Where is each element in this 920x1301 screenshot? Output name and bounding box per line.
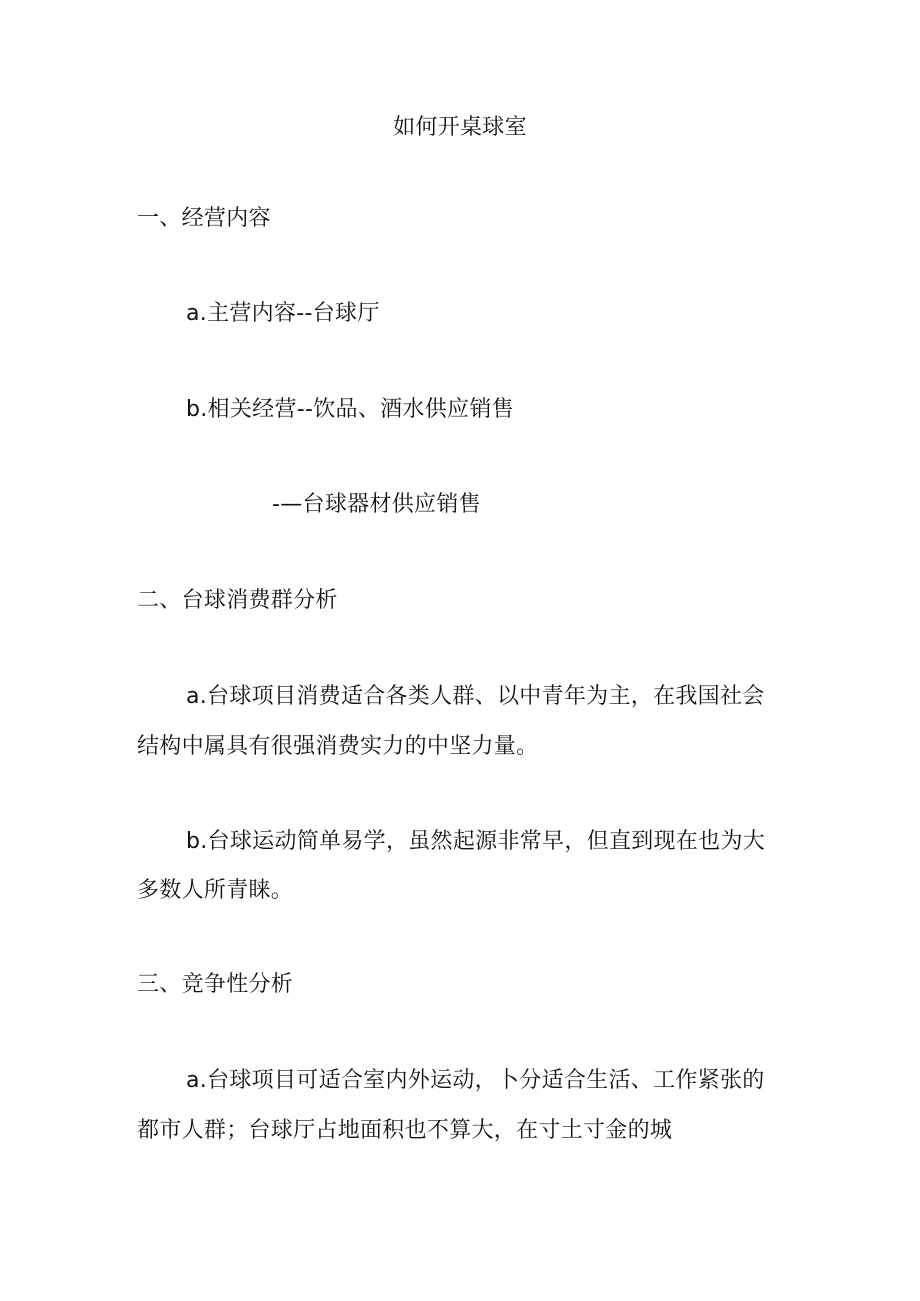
- section-heading-3: 三、竞争性分析: [137, 972, 294, 997]
- paragraph-2a-line-2: 结构中属具有很强消费实力的中坚力量。: [137, 734, 539, 759]
- paragraph-2b-line-2: 多数人所青睐。: [137, 878, 294, 903]
- section-heading-2: 二、台球消费群分析: [137, 588, 338, 613]
- paragraph-1b: b.相关经营--饮品、酒水供应销售: [186, 397, 514, 422]
- paragraph-2a-line-1: a.台球项目消费适合各类人群、以中青年为主，在我国社会: [186, 684, 765, 709]
- paragraph-1b-sub: -—台球器材供应销售: [272, 492, 481, 517]
- paragraph-2b-line-1: b.台球运动简单易学，虽然起源非常早，但直到现在也为大: [186, 829, 766, 854]
- paragraph-1a: a.主营内容--台球厅: [186, 301, 380, 326]
- paragraph-3a-line-2: 都市人群；台球厅占地面积也不算大，在寸土寸金的城: [137, 1118, 673, 1143]
- paragraph-3a-line-1: a.台球项目可适合室内外运动，卜分适合生活、工作紧张的: [186, 1068, 765, 1093]
- section-heading-1: 一、经营内容: [137, 206, 271, 231]
- document-title: 如何开桌球室: [393, 115, 527, 140]
